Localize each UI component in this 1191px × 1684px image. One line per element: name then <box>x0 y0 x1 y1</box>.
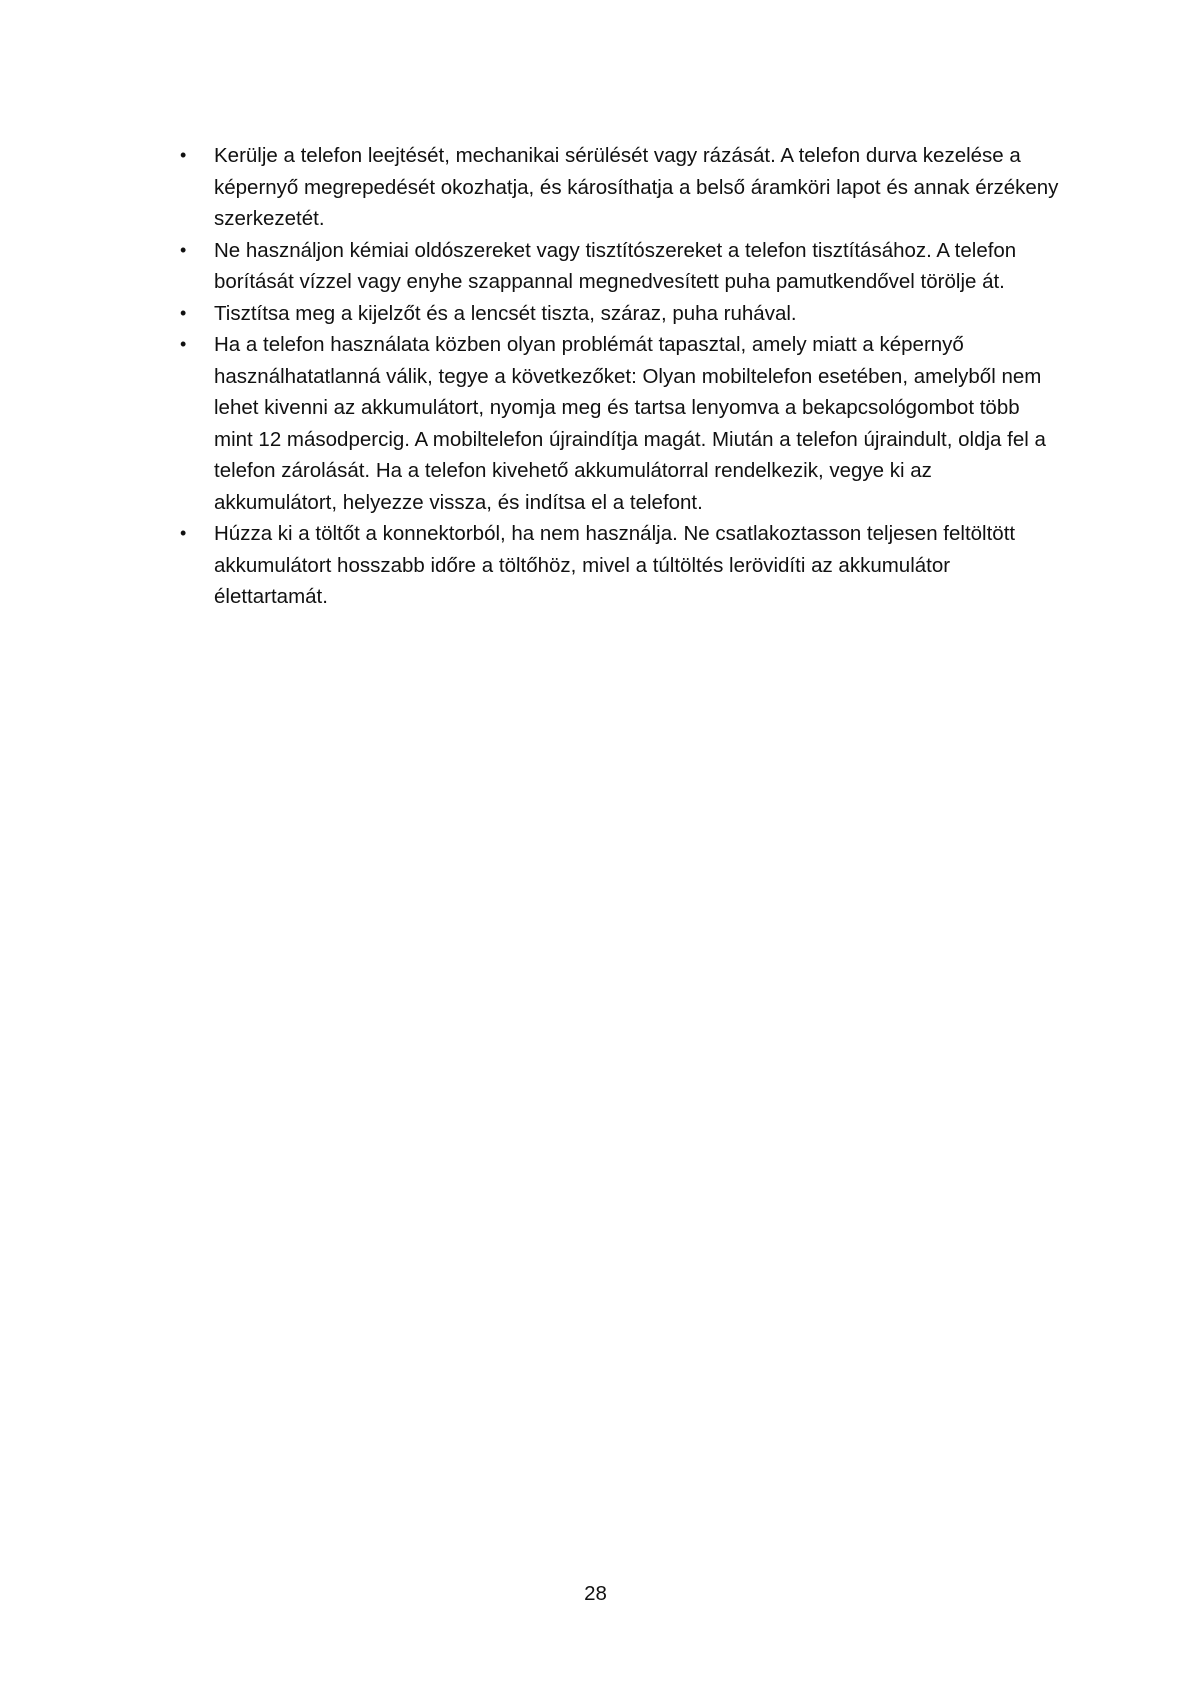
bullet-icon: • <box>180 145 187 165</box>
list-item <box>180 140 1060 235</box>
list-item-text: Húzza ki a töltőt a konnektorból, ha nem használja. Ne csatlakoztasson teljesen feltöltött akkumulátort hosszabb időre a töltőhöz, mivel a túltöltés lerövidíti az akkumulátor élettartamát. <box>214 522 1016 608</box>
list-item-text: Ne használjon kémiai oldószereket vagy tisztítószereket a telefon tisztításához. A telefon borítását vízzel vagy enyhe szappannal megnedvesített puha pamutkendővel törölje át. <box>214 238 1017 293</box>
list-item <box>180 518 1060 613</box>
bullet-icon: • <box>180 239 187 260</box>
bullet-icon: • <box>180 302 187 323</box>
list-item <box>180 298 1060 330</box>
list-item-text: Ha a telefon használata közben olyan problémát tapasztal, amely miatt a képernyő használhatatlanná válik, tegye a következőket: Olyan mobiltelefon esetében, amelyből nem lehet kivenni az akkumulátort, nyomja meg és tartsa lenyomva a bekapcsológombot több mint 12 másodpercig. A mobiltelefon újraindítja magát. Miután a telefon újraindult, oldja fel a telefon zárolását. Ha a telefon kivehető akkumulátorral rendelkezik, vegye ki az akkumulátort, helyezze vissza, és indítsa el a telefont. <box>214 333 1046 514</box>
page-number: 28 <box>584 1582 607 1605</box>
list-item <box>180 235 1060 298</box>
bullet-icon: • <box>180 334 187 354</box>
list-item <box>180 329 1060 518</box>
list-item-text: Kerülje a telefon leejtését, mechanikai sérülését vagy rázását. A telefon durva kezelése a képernyő megrepedését okozhatja, és károsíthatja a belső áramköri lapot és annak érzékeny szerkezetét. <box>214 144 1059 230</box>
bullet-list <box>180 140 1060 613</box>
list-item-text: Tisztítsa meg a kijelzőt és a lencsét tiszta, száraz, puha ruhával. <box>214 301 797 325</box>
bullet-icon: • <box>180 523 187 543</box>
